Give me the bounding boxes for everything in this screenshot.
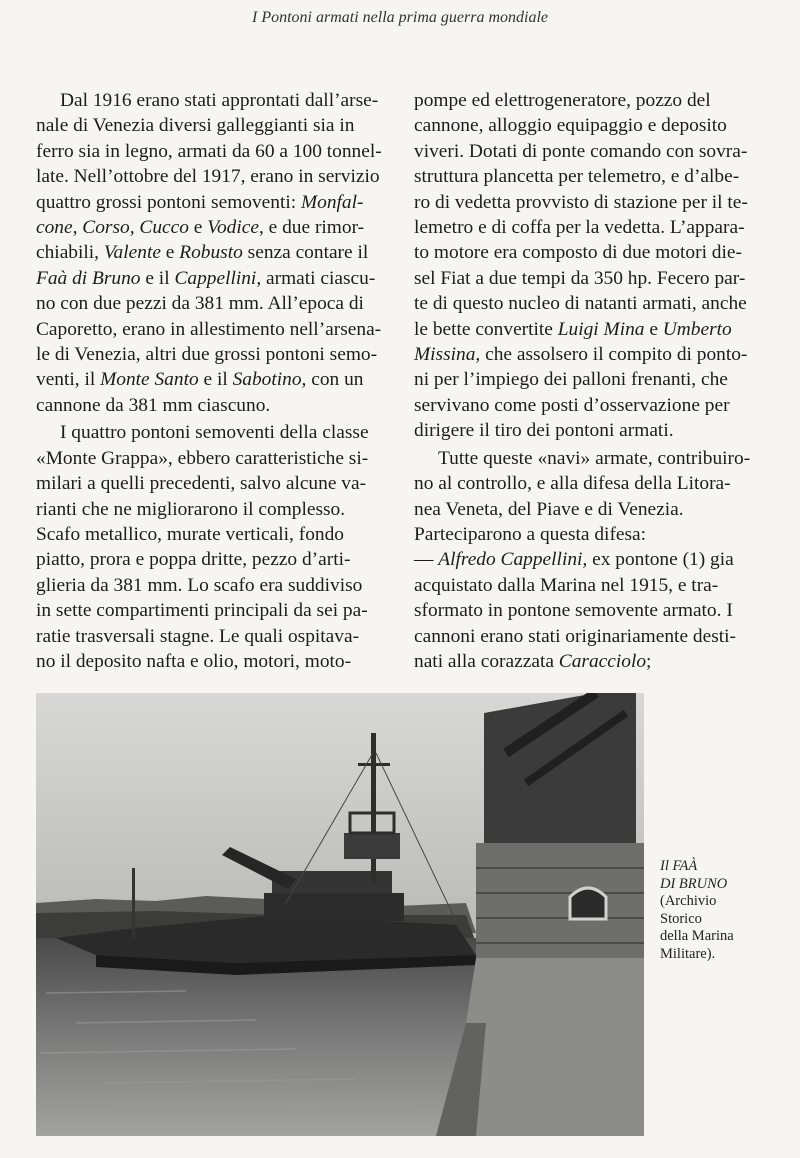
text-line: piatto, prora e poppa dritte, pezzo d’arti- xyxy=(36,549,351,571)
text-fragment: ex pontone (1) gia xyxy=(587,549,734,571)
ship-name: Luigi Mina xyxy=(557,318,645,340)
text-line: lemetro e di coffa per la vedetta. L’appara- xyxy=(414,217,745,239)
caption-credit: Storico xyxy=(660,910,702,927)
text-line: glieria da 381 mm. Lo scafo era suddiviso xyxy=(36,574,363,596)
text-line: te di questo nucleo di natanti armati, anche xyxy=(414,293,747,315)
text-line: cannoni erano stati originariamente desti- xyxy=(414,625,736,647)
figure-caption xyxy=(660,858,790,963)
paragraph-5 xyxy=(414,547,772,674)
text-line: ni per l’impiego dei palloni frenanti, che xyxy=(414,369,728,391)
text-line: Parteciparono a questa difesa: xyxy=(414,523,647,545)
ship-name: Alfredo Cappellini, xyxy=(438,549,588,571)
right-text-column xyxy=(414,88,772,674)
text-line: dirigere il tiro dei pontoni armati. xyxy=(414,420,674,442)
text-line: Scafo metallico, murate verticali, fondo xyxy=(36,523,344,545)
text-line: acquistato dalla Marina nel 1915, e tra- xyxy=(414,574,719,596)
text-line: no il deposito nafta e olio, motori, moto- xyxy=(36,650,352,672)
ship-name: Caracciolo xyxy=(558,650,647,672)
text-line: Dal 1916 erano stati approntati dall’arse- xyxy=(60,90,379,111)
text-line: cannone, alloggio equipaggio e deposito xyxy=(414,115,727,137)
text-fragment: , e due rimor- xyxy=(258,217,365,239)
text-line: Tutte queste «navi» armate, contribuiro- xyxy=(438,447,751,469)
left-text-column xyxy=(36,88,394,674)
text-line: ferro sia in legno, armati da 60 a 100 tonnel- xyxy=(36,140,382,162)
ship-name: Cappellini xyxy=(174,267,257,289)
ship-name: cone, Corso, Cucco xyxy=(36,217,189,239)
ship-name: Robusto xyxy=(179,242,243,264)
text-fragment: e il xyxy=(140,267,175,289)
text-line: Caporetto, erano in allestimento nell’arsena- xyxy=(36,318,382,340)
crane-tower xyxy=(476,693,644,958)
text-fragment: chiabili, xyxy=(36,242,104,264)
caption-credit: della Marina xyxy=(660,928,734,944)
text-line: ro di vedetta provvisto di stazione per il te- xyxy=(414,191,748,213)
ship-name: Umberto xyxy=(662,318,732,340)
text-line: no al controllo, e alla difesa della Litora- xyxy=(414,473,731,495)
historical-photo xyxy=(36,693,644,1136)
text-line: nale di Venezia diversi galleggianti sia in xyxy=(36,115,355,137)
text-fragment: venti, il xyxy=(36,369,101,391)
ship-name: Valente xyxy=(103,242,161,264)
text-line: cannone da 381 mm ciascuno. xyxy=(36,394,271,416)
ship-name: Missina xyxy=(414,344,476,366)
text-line: no con due pezzi da 381 mm. All’epoca di xyxy=(36,293,364,315)
text-line: le di Venezia, altri due grossi pontoni semo- xyxy=(36,344,378,366)
text-line: viveri. Dotati di ponte comando con sovra- xyxy=(414,140,748,162)
ship-name: Faà di Bruno xyxy=(36,267,141,289)
text-line: pompe ed elettrogeneratore, pozzo del xyxy=(414,90,711,111)
text-line: to motore era composto di due motori die- xyxy=(414,242,742,264)
text-line: quattro grossi pontoni semoventi: xyxy=(36,191,301,213)
ship-name: Vodice xyxy=(207,217,259,239)
text-fragment: senza contare il xyxy=(242,242,369,264)
paragraph-2 xyxy=(36,420,394,674)
running-title: I Pontoni armati nella prima guerra mondiale xyxy=(252,9,548,26)
text-fragment: ; xyxy=(646,650,652,672)
text-line: rianti che ne migliorarono il complesso. xyxy=(36,498,346,520)
text-line: late. Nell’ottobre del 1917, erano in servizio xyxy=(36,166,380,188)
caption-title: DI BRUNO xyxy=(660,875,728,892)
caption-credit: Militare). xyxy=(660,945,716,962)
text-line: ratie trasversali stagne. Le quali ospitava- xyxy=(36,625,360,647)
text-line: I quattro pontoni semoventi della classe xyxy=(60,422,369,444)
text-line: sformato in pontone semovente armato. I xyxy=(414,600,733,622)
text-fragment: e xyxy=(644,318,663,340)
text-fragment: e il xyxy=(198,369,233,391)
text-fragment: nati alla corazzata xyxy=(414,650,559,672)
text-line: nea Veneta, del Piave e di Venezia. xyxy=(414,498,684,520)
text-line: in sette compartimenti principali da sei pa- xyxy=(36,600,368,622)
text-line: struttura plancetta per telemetro, e d’albe- xyxy=(414,166,740,188)
text-fragment: — xyxy=(414,549,439,571)
text-fragment: , che assolsero il compito di ponto- xyxy=(475,344,748,366)
paragraph-1 xyxy=(36,88,394,418)
text-line: milari a quelli precedenti, salvo alcune va- xyxy=(36,473,367,495)
paragraph-3 xyxy=(414,88,772,444)
text-fragment: le bette convertite xyxy=(414,318,558,340)
text-fragment: , armati ciascu- xyxy=(256,267,376,289)
paragraph-4 xyxy=(414,446,772,548)
caption-credit: (Archivio xyxy=(660,893,717,909)
text-line: sel Fiat a due tempi da 350 hp. Fecero par- xyxy=(414,267,746,289)
ship-name: Sabotino xyxy=(232,369,302,391)
text-line: servivano come posti d’osservazione per xyxy=(414,394,730,416)
text-fragment: e xyxy=(188,217,208,239)
caption-title: Il FAÀ xyxy=(660,858,698,874)
ship-name: Monte Santo xyxy=(100,369,199,391)
text-line: «Monte Grappa», ebbero caratteristiche si- xyxy=(36,447,369,469)
text-fragment: , con un xyxy=(301,369,364,391)
text-fragment: e xyxy=(160,242,180,264)
ship-name: Monfal- xyxy=(300,191,364,213)
